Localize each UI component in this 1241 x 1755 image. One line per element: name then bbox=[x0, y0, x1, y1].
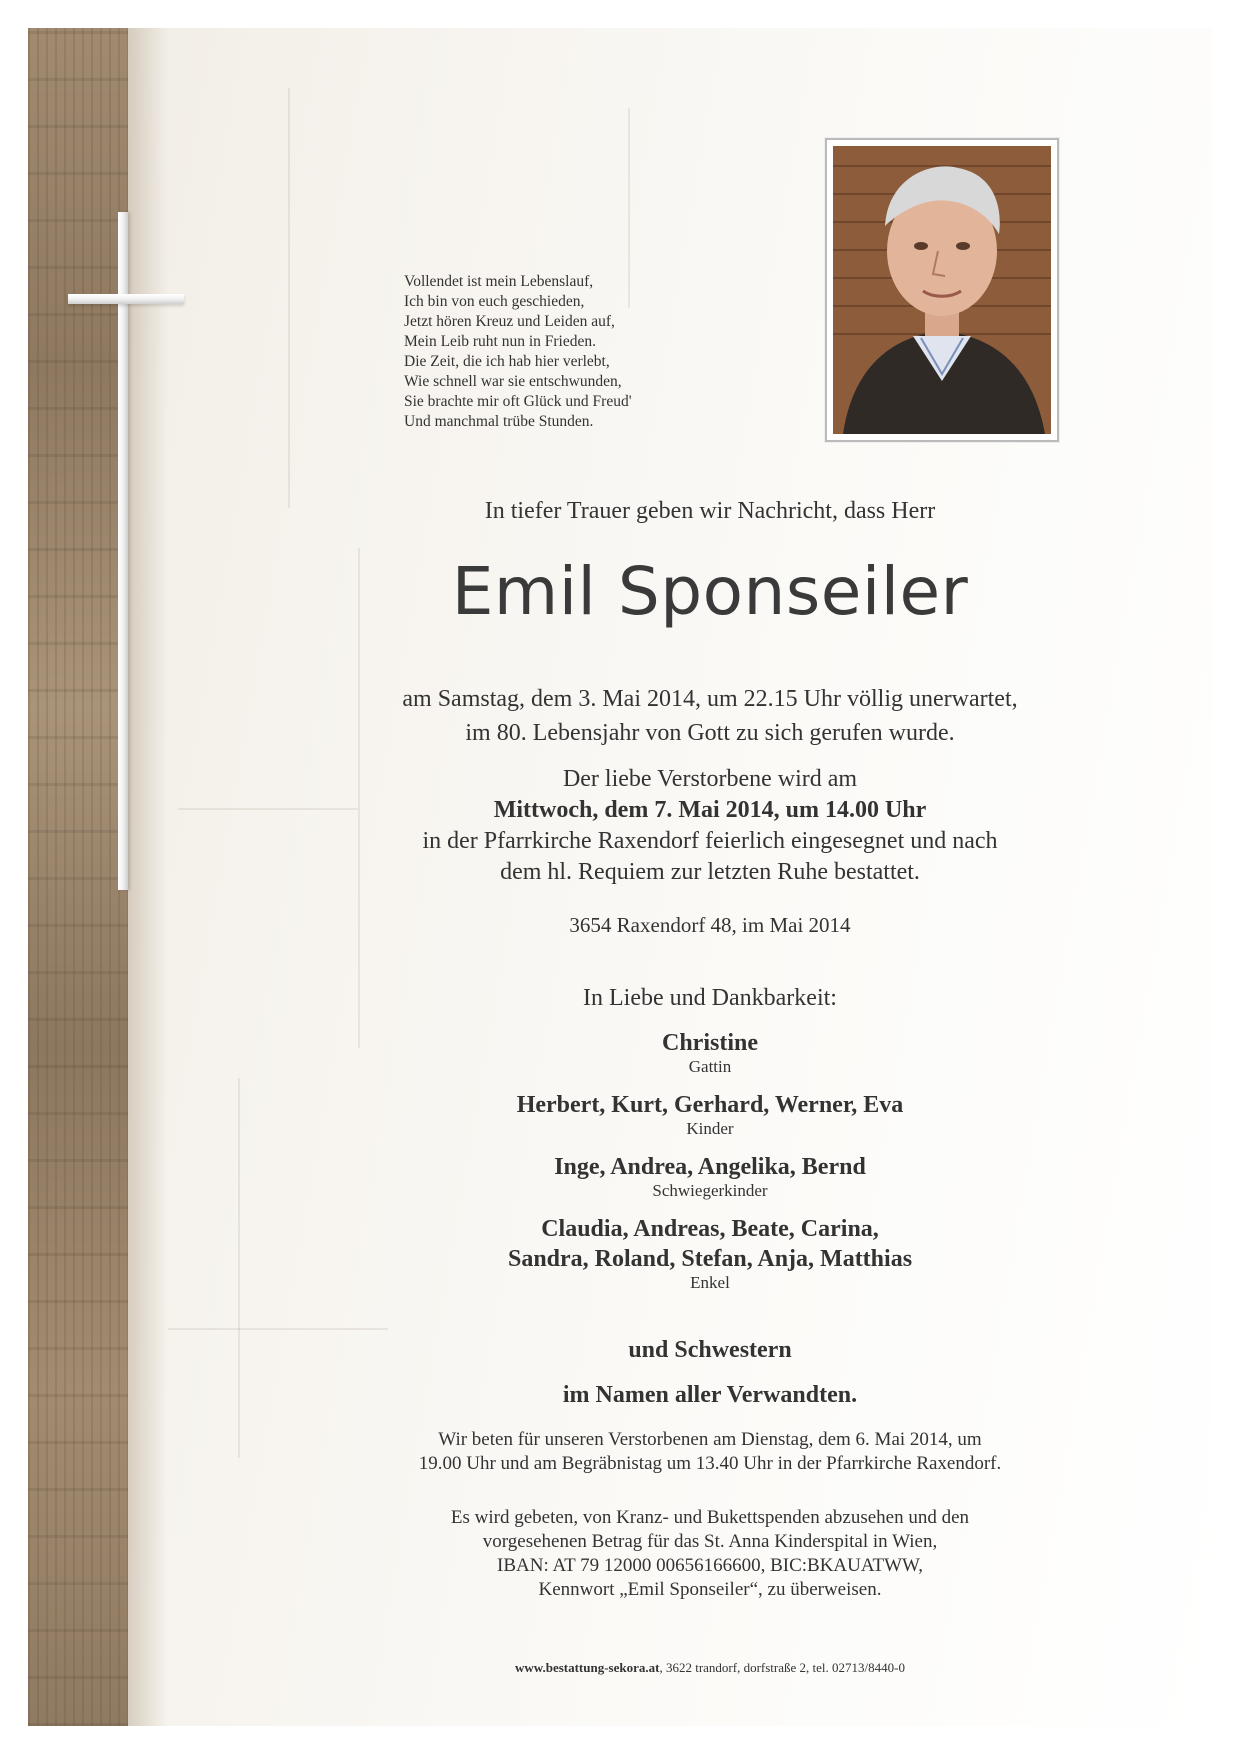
mourner-names: Inge, Andrea, Angelika, Bernd bbox=[554, 1154, 866, 1180]
poem-line: Die Zeit, die ich hab hier verlebt, bbox=[404, 353, 610, 370]
texture-crack bbox=[238, 1078, 240, 1458]
mourner-names: Claudia, Andreas, Beate, Carina, bbox=[541, 1216, 879, 1242]
funeral-line: dem hl. Requiem zur letzten Ruhe bestattet. bbox=[500, 859, 920, 885]
wood-texture-fade bbox=[128, 28, 168, 1726]
death-line: im 80. Lebensjahr von Gott zu sich gerufen wurde. bbox=[465, 720, 955, 746]
poem-line: Jetzt hören Kreuz und Leiden auf, bbox=[404, 313, 615, 330]
donation-line: IBAN: AT 79 12000 00656166600, BIC:BKAUATWW, bbox=[497, 1555, 923, 1576]
place-date: 3654 Raxendorf 48, im Mai 2014 bbox=[569, 913, 851, 937]
poem-line: Mein Leib ruht nun in Frieden. bbox=[404, 333, 596, 350]
funeral-home-website[interactable]: www.bestattung-sekora.at bbox=[515, 1660, 660, 1675]
cross-icon-vertical bbox=[118, 212, 128, 890]
funeral-line: in der Pfarrkirche Raxendorf feierlich eingesegnet und nach bbox=[422, 828, 998, 854]
poem-line: Ich bin von euch geschieden, bbox=[404, 293, 585, 310]
funeral-notice bbox=[300, 764, 1120, 888]
memorial-poem bbox=[404, 272, 724, 432]
funeral-home-address: , 3622 trandorf, dorfstraße 2, tel. 02713/8440-0 bbox=[659, 1660, 905, 1675]
death-notice bbox=[300, 682, 1120, 750]
funeral-home-footer bbox=[300, 1660, 1120, 1676]
poem-line: Sie brachte mir oft Glück und Freud' bbox=[404, 393, 632, 410]
mourner-names: Sandra, Roland, Stefan, Anja, Matthias bbox=[507, 1246, 913, 1272]
donation-line: Es wird gebeten, von Kranz- und Bukettspenden abzusehen und den bbox=[450, 1507, 970, 1528]
mourner-role: Enkel bbox=[690, 1273, 730, 1292]
siblings-line: und Schwestern bbox=[628, 1337, 792, 1363]
mourners-list bbox=[300, 1028, 1120, 1306]
poem-line: Und manchmal trübe Stunden. bbox=[404, 413, 594, 430]
mourner-group bbox=[300, 1090, 1120, 1138]
mourner-role: Gattin bbox=[688, 1057, 732, 1076]
mourner-group bbox=[300, 1028, 1120, 1076]
prayer-notice bbox=[300, 1428, 1120, 1476]
deceased-name: Emil Sponseiler bbox=[451, 553, 969, 630]
portrait-photo bbox=[833, 146, 1051, 434]
mourner-role: Kinder bbox=[686, 1119, 734, 1138]
cross-icon-horizontal bbox=[68, 294, 184, 304]
donation-notice bbox=[300, 1506, 1120, 1602]
texture-crack bbox=[168, 1328, 388, 1330]
prayer-line: 19.00 Uhr und am Begräbnistag um 13.40 Uhr in der Pfarrkirche Raxendorf. bbox=[418, 1453, 1002, 1474]
relatives-line: im Namen aller Verwandten. bbox=[562, 1382, 858, 1408]
donation-line: Kennwort „Emil Sponseiler“, zu überweisen. bbox=[538, 1579, 882, 1600]
mourner-names: Christine bbox=[662, 1030, 758, 1056]
death-line: am Samstag, dem 3. Mai 2014, um 22.15 Uhr völlig unerwartet, bbox=[402, 686, 1018, 712]
mourner-group bbox=[300, 1152, 1120, 1200]
mourner-group bbox=[300, 1214, 1120, 1292]
donation-line: vorgesehenen Betrag für das St. Anna Kinderspital in Wien, bbox=[482, 1531, 938, 1552]
mourners-intro: In Liebe und Dankbarkeit: bbox=[583, 985, 837, 1011]
portrait-frame bbox=[825, 138, 1059, 442]
texture-crack bbox=[288, 88, 290, 508]
mourner-names: Herbert, Kurt, Gerhard, Werner, Eva bbox=[516, 1092, 904, 1118]
poem-line: Vollendet ist mein Lebenslauf, bbox=[404, 273, 594, 290]
portrait-illustration bbox=[833, 146, 1051, 434]
intro-text: In tiefer Trauer geben wir Nachricht, dass Herr bbox=[484, 498, 936, 524]
funeral-line: Der liebe Verstorbene wird am bbox=[562, 766, 858, 792]
funeral-date: Mittwoch, dem 7. Mai 2014, um 14.00 Uhr bbox=[493, 797, 927, 823]
mourner-role: Schwiegerkinder bbox=[652, 1181, 768, 1200]
poem-line: Wie schnell war sie entschwunden, bbox=[404, 373, 622, 390]
wood-texture-strip bbox=[28, 28, 128, 1726]
prayer-line: Wir beten für unseren Verstorbenen am Dienstag, dem 6. Mai 2014, um bbox=[438, 1429, 982, 1450]
